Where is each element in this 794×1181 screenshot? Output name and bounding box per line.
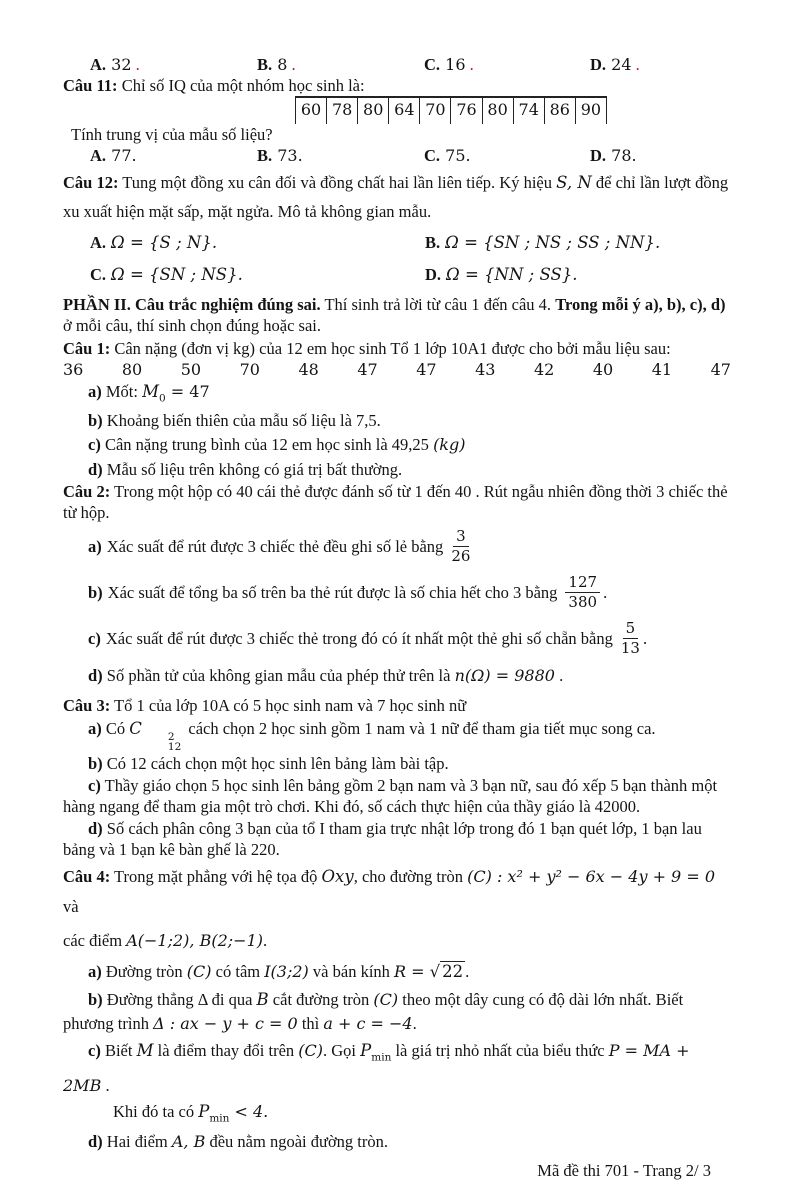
subscript: 12 [167,741,182,754]
table-cell: 90 [576,98,607,124]
answer-option-c [424,145,590,166]
item-text: và bán kính [308,962,395,982]
math-Oxy: Oxy [321,867,354,887]
item-label: a) [88,536,102,556]
item-text: cắt đường tròn [268,990,374,1010]
data-value: 41 [651,360,673,379]
fraction [451,528,470,565]
math-line-equation: Δ : ax − y + c = 0 [153,1014,298,1034]
question-1-label: Câu 1: [63,339,111,358]
option-label: B. [257,55,273,74]
item-label: c) [88,1041,101,1061]
weight-data-row [63,359,731,380]
q3-sub-item-a [63,717,731,752]
answer-option-b [257,54,424,75]
item-text: Số phần tử của không gian mẫu của phép thử trên là [102,666,455,686]
q4-sub-item-a [63,957,731,987]
item-text: Xác suất để tổng ba số trên ba thẻ rút được là số chia hết cho 3 bằng [107,582,558,602]
item-text-end: . [642,628,648,648]
math-radius-R: R = [394,962,430,982]
q4-sub-item-c [63,1037,731,1098]
part2-instructions: Thí sinh trả lời từ câu 1 đến câu 4. [320,295,556,314]
data-value: 70 [239,360,260,379]
math-P-expression: P = MA + 2MB [63,1041,690,1095]
item-label: d) [88,1131,103,1151]
item-text-end: . [465,962,470,982]
option-label: D. [590,55,607,74]
option-period: . [631,55,640,74]
math-point-M: M [136,1041,154,1061]
data-value: 47 [710,360,731,379]
subscript: 0 [159,392,166,405]
math-point-B: B [256,990,269,1010]
question-11-intro: Chỉ số IQ của một nhóm học sinh là: [117,76,365,95]
option-period: . [465,55,474,74]
fraction-denominator: 13 [620,638,640,657]
item-text-end: < 4. [229,1101,269,1121]
combination-sup-sub [143,732,181,752]
answer-options-row-q11 [63,145,731,166]
math-circle-C: (C) [298,1041,324,1061]
part2-header [63,294,731,336]
option-value: 16 [440,55,466,74]
table-cell: 60 [295,98,327,124]
option-value: Ω = {SN ; NS}. [111,264,243,284]
answer-option-c [424,54,590,75]
math-circle-C: (C) [373,990,399,1010]
question-4-text [63,862,731,922]
question-2-intro: Trong một hộp có 40 cái thẻ được đánh số từ 1 đến 40 . Rút ngẫu nhiên đồng thời 3 chiếc thẻ từ hộp. [63,482,728,523]
answer-option-b [257,145,424,166]
question-1-intro: Cân nặng (đơn vị kg) của 12 em học sinh Tổ 1 lớp 10A1 được cho bởi mẫu liệu sau: [110,339,671,358]
item-text: Mốt: [101,382,143,401]
q2-sub-item-d [63,662,731,689]
data-value: 80 [121,360,143,379]
option-value: Ω = {NN ; SS}. [446,264,578,284]
option-period: . [287,55,296,74]
item-label: a) [88,962,102,982]
answer-options-grid-q12 [63,228,731,288]
item-text: là giá trị nhỏ nhất của biểu thức [391,1041,609,1061]
footer-page-info: Mã đề thi 701 - Trang 2/ 3 [537,1160,711,1180]
answer-option-c [90,260,425,288]
data-value: 47 [416,360,437,379]
table-cell: 78 [327,98,358,124]
math-points-AB: A(−1;2), B(2;−1) [126,931,263,951]
fraction-numerator: 3 [453,528,469,547]
item-text: thì [297,1014,324,1034]
item-text-rest: cách chọn 2 học sinh gồm 1 nam và 1 nữ để tham gia tiết mục song ca. [184,719,656,739]
item-text-end: . [554,666,564,686]
item-text: Xác suất để rút được 3 chiếc thẻ trong đó có ít nhất một thẻ ghi số chẵn bằng [105,628,613,648]
item-text: . Gọi [323,1041,361,1061]
part2-title: PHẦN II. Câu trắc nghiệm đúng sai. [63,295,321,314]
q3-sub-item-b [63,753,731,774]
item-label: d) [88,460,103,480]
q4-sub-item-d [63,1131,731,1152]
question-11-prompt: Tính trung vị của mẫu số liệu? [71,125,273,144]
item-label: d) [88,666,103,686]
q2-sub-item-b [63,569,731,615]
option-value: Ω = {S ; N}. [111,232,218,252]
item-label: a) [88,382,102,401]
part2-instructions-rest: ở mỗi câu, thí sinh chọn đúng hoặc sai. [63,316,322,335]
question-12-intro-rest: để chỉ lần lượt đồng xu xuất hiện mặt sấp, mặt ngửa. Mô tả không gian mẫu. [63,173,729,221]
item-text: Đường tròn [101,962,187,982]
item-label: c) [88,435,101,455]
option-label: A. [90,232,107,252]
option-label: C. [90,264,107,284]
question-2-text [63,481,731,523]
option-label: A. [90,146,107,165]
option-label: B. [425,232,441,252]
q1-sub-item-b [63,410,731,431]
answer-options-row-q10 [63,54,731,75]
item-text: là điểm thay đổi trên [153,1041,299,1061]
q3-sub-item-d [63,818,731,860]
question-1-text [63,338,731,359]
item-text: Mẫu số liệu trên không có giá trị bất thường. [102,460,403,480]
subscript-min: min [209,1111,230,1124]
option-value: 73. [272,146,303,165]
question-11-text [63,75,731,96]
question-12-label: Câu 12: [63,173,119,192]
math-P-min: P [198,1101,210,1121]
superscript: 2 [167,731,175,744]
option-label: D. [590,146,607,165]
option-label: B. [257,146,273,165]
q4-sub-item-b [63,988,731,1036]
question-4-intro-end: và [63,897,79,917]
answer-option-a [90,228,425,256]
item-label: b) [88,754,103,774]
q4-sub-item-c-line2 [63,1100,731,1130]
item-text: Có [101,719,130,739]
item-text: Số cách phân công 3 bạn của tổ I tham gia trực nhật lớp trong đó 1 bạn quét lớp, 1 bạn lau bảng và 1 bạn kê bàn ghế là 220. [63,819,702,860]
item-text: Khi đó ta có [113,1101,199,1121]
answer-option-a [90,54,257,75]
fraction-denominator: 380 [568,592,598,611]
answer-option-d [590,145,731,166]
q1-sub-item-a [63,381,731,409]
item-text: Đường thẳng Δ đi qua [102,990,257,1010]
item-label: b) [88,411,103,431]
question-4-label: Câu 4: [63,867,111,887]
item-text-end: đều nằm ngoài đường tròn. [205,1131,388,1151]
answer-option-d [425,260,731,288]
table-cell: 64 [389,98,420,124]
table-cell: 74 [514,98,545,124]
item-label: c) [88,628,101,648]
item-text-end: . [412,1014,417,1034]
iq-score-table [295,96,607,124]
option-value: Ω = {SN ; NS ; SS ; NN}. [445,232,661,252]
option-value: 77. [106,146,137,165]
item-text: Hai điểm [102,1131,172,1151]
question-4-intro: Trong mặt phẳng với hệ tọa độ [110,867,322,887]
item-text-end: . [101,1075,110,1095]
item-text: Xác suất để rút được 3 chiếc thẻ đều ghi số lẻ bằng [106,536,444,556]
item-text: Biết [100,1041,137,1061]
q1-sub-item-d [63,459,731,480]
table-cell: 80 [483,98,514,124]
option-label: C. [424,146,441,165]
item-label: d) [88,819,103,839]
data-value: 48 [298,360,319,379]
item-label: b) [88,990,103,1010]
data-value: 47 [357,360,378,379]
table-cell: 70 [420,98,451,124]
fraction-numerator: 127 [565,574,600,593]
option-label: A. [90,55,107,74]
question-2-label: Câu 2: [63,482,111,502]
data-value: 40 [592,360,614,379]
data-value: 50 [180,360,202,379]
question-12-intro: Tung một đồng xu cân đối và đồng chất hai lần liên tiếp. Ký hiệu [118,173,557,192]
question-3-label: Câu 3: [63,696,111,716]
points-text: các điểm [63,931,127,951]
math-unit-kg: (kg) [433,435,466,455]
square-root-icon: √ [429,962,441,982]
radicand: 22 [442,962,464,982]
data-value: 43 [475,360,496,379]
part2-instructions-bold: Trong mỗi ý a), b), c), d) [555,295,726,314]
math-sample-space: n(Ω) = 9880 [454,666,555,686]
points-text-end: . [262,931,268,951]
fraction-denominator: 26 [451,546,471,565]
option-value: 78. [606,146,637,165]
question-12-text [63,168,731,226]
option-value: 24 [606,55,632,74]
math-value: = 47 [165,382,210,401]
math-circle-C: (C) [186,962,212,982]
math-variables-SN: S, N [556,173,592,192]
fraction-numerator: 5 [623,620,639,639]
item-text: Khoảng biến thiên của mẫu số liệu là 7,5. [102,411,381,431]
data-value: 42 [534,360,555,379]
table-cell: 80 [358,98,389,124]
q2-sub-item-a [63,523,731,569]
math-P-min: P [360,1041,372,1061]
fraction [565,574,600,611]
item-text: theo một dây cung có độ dài lớn nhất. Biết phương trình [63,990,684,1034]
option-value: 32 [106,55,132,74]
math-circle-equation: (C) : x² + y² − 6x − 4y + 9 = 0 [467,867,715,887]
math-combination-C: C [129,719,142,739]
data-value: 36 [63,360,84,379]
option-label: C. [424,55,441,74]
math-points-AB: A, B [171,1131,206,1151]
math-center-I: I(3;2) [264,962,309,982]
question-11-label: Câu 11: [63,76,118,95]
table-cell: 76 [451,98,482,124]
item-text: có tâm [211,962,265,982]
item-label: a) [88,719,102,739]
option-period: . [131,55,140,74]
option-value: 8 [272,55,288,74]
q2-sub-item-c [63,615,731,661]
answer-option-a [90,145,257,166]
question-4-intro-mid: , cho đường tròn [353,867,468,887]
option-value: 75. [440,146,471,165]
item-text: Có 12 cách chọn một học sinh lên bảng làm bài tập. [102,754,449,774]
q1-sub-item-c [63,432,731,458]
math-sum-equation: a + c = −4 [323,1014,413,1034]
answer-option-d [590,54,731,75]
item-text: Cân nặng trung bình của 12 em học sinh là 49,25 [100,435,434,455]
option-label: D. [425,264,442,284]
question-3-intro: Tổ 1 của lớp 10A có 5 học sinh nam và 7 học sinh nữ [110,696,467,716]
item-text-end: . [603,582,608,602]
subscript-min: min [371,1051,392,1064]
question-4-points-line [63,926,731,956]
fraction [621,620,640,657]
table-cell: 86 [545,98,576,124]
question-3-text [63,695,731,716]
q3-sub-item-c [63,775,731,817]
answer-option-b [425,228,731,256]
item-text: Thầy giáo chọn 5 học sinh lên bảng gồm 2 bạn nam và 3 bạn nữ, sau đó xếp 5 bạn thành một hàng ngang để tham gia một trò chơi. Khi đó, số cách thực hiện của thầy giáo là 42000. [63,776,718,817]
math-variable-M: M [142,382,159,401]
item-label: b) [88,582,103,602]
item-label: c) [88,776,101,796]
